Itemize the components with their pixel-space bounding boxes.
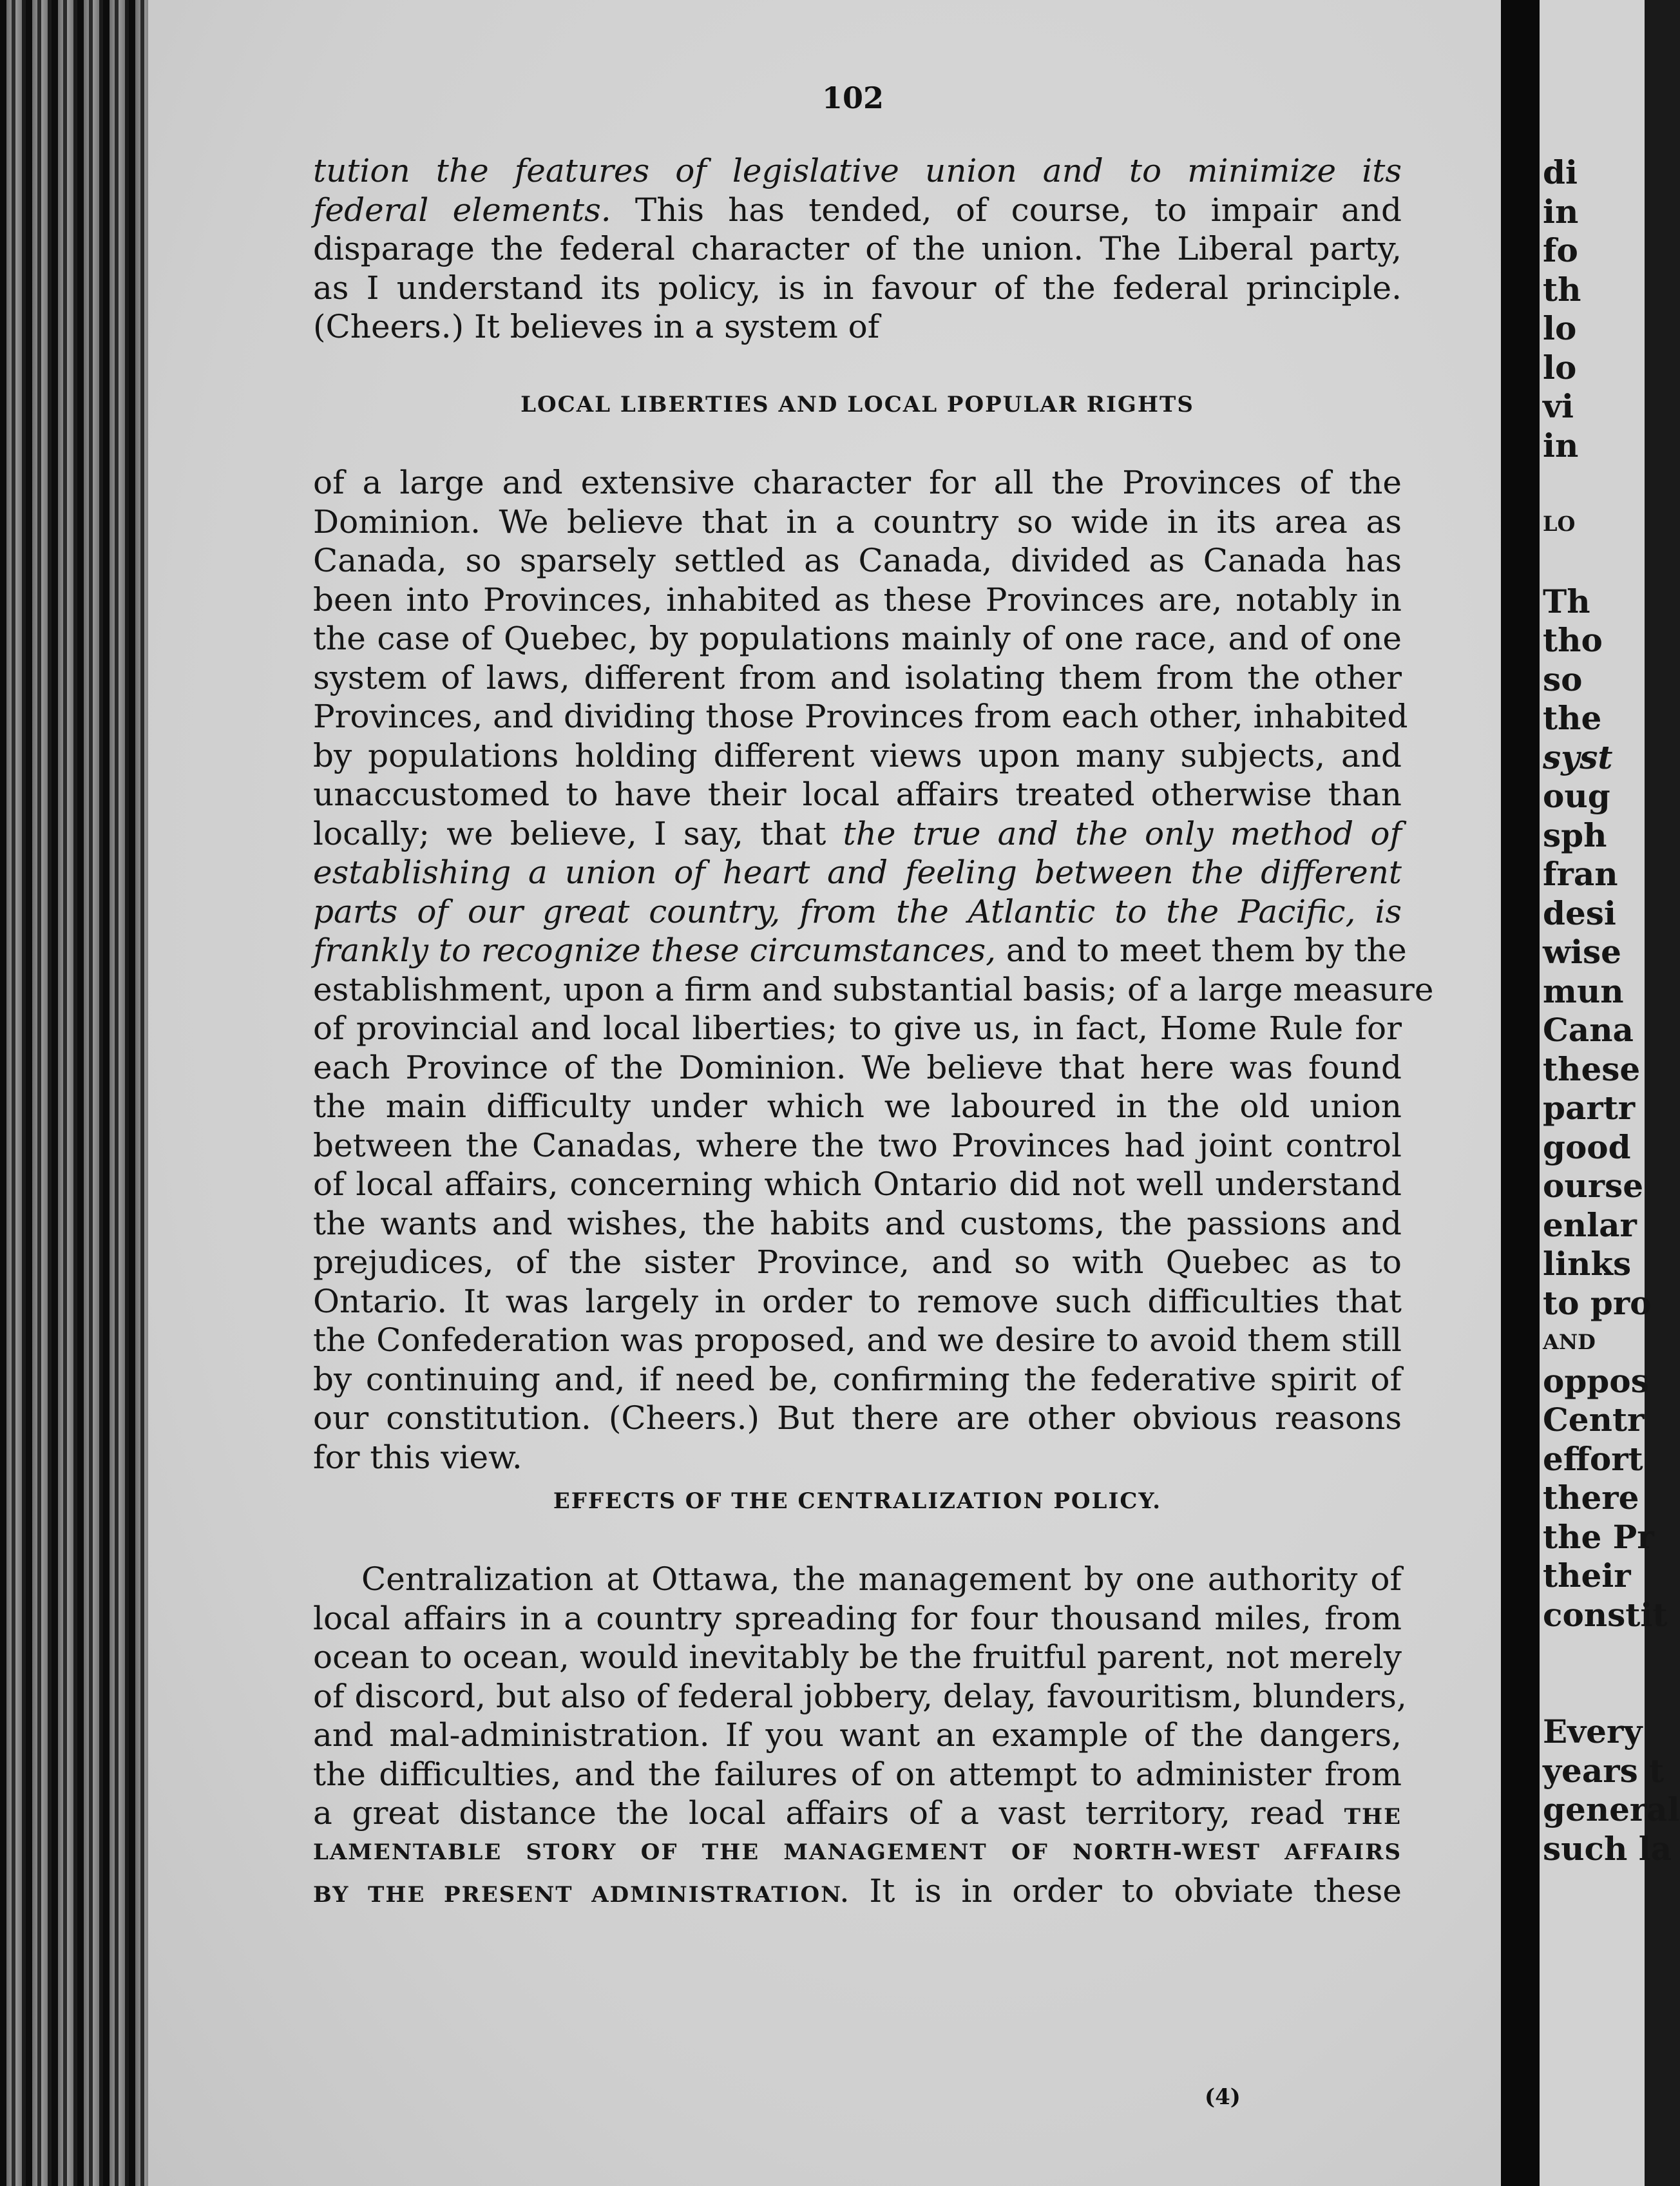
right-page-line: fran	[1543, 855, 1618, 893]
right-page-line: vi	[1543, 387, 1574, 425]
right-page-line: di	[1543, 153, 1578, 191]
text-line: the case of Quebec, by populations mainly of one race, and of one	[313, 620, 1402, 657]
right-page-line: Th	[1543, 582, 1590, 620]
right-page-line: enlar	[1543, 1205, 1637, 1244]
text-line: been into Provinces, inhabited as these Provinces are, notably in	[313, 580, 1402, 618]
text-line: the Confederation was proposed, and we desire to avoid them still	[313, 1321, 1402, 1359]
main-text-column	[313, 151, 1434, 1911]
inline-caps: THE	[1344, 1804, 1402, 1830]
right-page-line: Centr	[1543, 1401, 1645, 1439]
right-page-line: LO	[1543, 511, 1576, 536]
text-line: Dominion. We believe that in a country so wide in its area as	[313, 503, 1402, 541]
text-line: as I understand its policy, is in favour of the federal principle.	[313, 269, 1402, 307]
right-page-line: oug	[1543, 777, 1610, 815]
text-line-content: It is in order to obviate these	[869, 1872, 1402, 1910]
right-page-line: effort	[1543, 1439, 1643, 1478]
right-page-line: Every	[1543, 1712, 1643, 1750]
right-page-line: tho	[1543, 621, 1603, 659]
text-line: Canada, so sparsely settled as Canada, divided as Canada has	[313, 542, 1402, 579]
text-line: the wants and wishes, the habits and customs, the passions and	[313, 1204, 1402, 1242]
section-heading: EFFECTS OF THE CENTRALIZATION POLICY.	[553, 1488, 1162, 1514]
right-page-line: to pro	[1543, 1283, 1652, 1322]
text-line: by populations holding different views upon many subjects, and	[313, 736, 1402, 774]
book-page-edges	[0, 0, 148, 2186]
text-line: (Cheers.) It believes in a system of	[313, 308, 880, 345]
right-page-line: wise	[1543, 933, 1621, 971]
right-page-line: desi	[1543, 894, 1616, 932]
right-page-line: fo	[1543, 231, 1578, 269]
text-line: each Province of the Dominion. We believe that here was found	[313, 1048, 1402, 1086]
page-number: 102	[821, 81, 884, 115]
text-line-content: a great distance the local affairs of a vast territory, read	[313, 1794, 1324, 1832]
right-page-line: partr	[1543, 1089, 1636, 1127]
text-line: our constitution. (Cheers.) But there are other obvious reasons	[313, 1399, 1402, 1437]
inline-caps: BY THE PRESENT ADMINISTRATION.	[313, 1882, 850, 1908]
right-page-line: there	[1543, 1479, 1639, 1517]
text-line: by continuing and, if need be, confirming the federative spirit of	[313, 1360, 1402, 1398]
text-line-content: federal elements. This has tended, of course, to impair and	[313, 191, 1402, 229]
right-page-line	[1543, 1674, 1652, 1713]
text-line: establishment, upon a firm and substantial basis; of a large measure	[313, 970, 1434, 1008]
text-line: establishing a union of heart and feeling between the different	[313, 854, 1402, 891]
right-page-line: lo	[1543, 348, 1577, 387]
right-page-line: oppos	[1543, 1361, 1649, 1400]
right-page-line: the Pr	[1543, 1517, 1654, 1556]
text-line: the difficulties, and the failures of on attempt to administer from	[313, 1755, 1402, 1793]
text-line: and mal-administration. If you want an example of the dangers,	[313, 1716, 1402, 1754]
text-line: system of laws, different from and isolating them from the other	[313, 658, 1402, 696]
right-page-line: the	[1543, 699, 1602, 737]
right-page-line	[1543, 543, 1652, 582]
right-page-line	[1543, 1635, 1652, 1674]
text-line: ocean to ocean, would inevitably be the fruitful parent, not merely	[313, 1638, 1402, 1676]
text-line: of discord, but also of federal jobbery, delay, favouritism, blunders,	[313, 1677, 1407, 1715]
right-page-line: such la	[1543, 1829, 1672, 1868]
right-page-line: AND	[1543, 1330, 1596, 1354]
text-line: prejudices, of the sister Province, and so with Quebec as to	[313, 1243, 1402, 1281]
text-line: unaccustomed to have their local affairs treated otherwise than	[313, 776, 1402, 813]
text-line: the main difficulty under which we laboured in the old union	[313, 1088, 1402, 1125]
right-page-line: links	[1543, 1245, 1632, 1283]
right-page-line: general	[1543, 1790, 1680, 1828]
right-page-line: syst	[1543, 738, 1613, 776]
text-line: of a large and extensive character for all the Provinces of the	[313, 464, 1402, 501]
text-line	[313, 1794, 1402, 1833]
text-line: Ontario. It was largely in order to remove such difficulties that	[313, 1282, 1402, 1320]
right-page-line: sph	[1543, 816, 1607, 854]
section-heading: LOCAL LIBERTIES AND LOCAL POPULAR RIGHTS	[520, 392, 1194, 417]
text-line: disparage the federal character of the union. The Liberal party,	[313, 230, 1402, 267]
text-line: local affairs in a country spreading for four thousand miles, from	[313, 1599, 1402, 1637]
right-page-line: these	[1543, 1050, 1641, 1088]
text-line: tution the features of legislative union and to minimize its	[313, 152, 1402, 189]
right-page-line: mun	[1543, 972, 1624, 1010]
text-line: LAMENTABLE STORY OF THE MANAGEMENT OF NORTH-WEST AFFAIRS	[313, 1839, 1402, 1865]
right-page-line: in	[1543, 192, 1579, 231]
text-line: for this view.	[313, 1438, 522, 1476]
text-line-content: frankly to recognize these circumstances, and to meet them by the	[313, 932, 1407, 969]
right-page-line: their	[1543, 1557, 1631, 1595]
spacer	[313, 425, 1402, 464]
right-page-line: lo	[1543, 309, 1577, 347]
right-page-text-fragment	[1543, 153, 1680, 1868]
text-line	[313, 814, 1402, 854]
right-page-line: so	[1543, 660, 1583, 698]
text-line	[313, 931, 1407, 970]
text-line: between the Canadas, where the two Provinces had joint control	[313, 1126, 1402, 1164]
spacer	[313, 1521, 1402, 1560]
text-line: parts of our great country, from the Atlantic to the Pacific, is	[313, 892, 1402, 930]
text-line: of local affairs, concerning which Ontario did not well understand	[313, 1165, 1402, 1203]
right-page-line	[1543, 465, 1652, 504]
right-page-line: Cana	[1543, 1011, 1634, 1049]
right-page-line: years t	[1543, 1751, 1665, 1790]
right-page-line: constit	[1543, 1595, 1668, 1634]
signature-mark: (4)	[1205, 2084, 1241, 2110]
text-line: Centralization at Ottawa, the management by one authority of	[361, 1560, 1402, 1598]
book-gutter	[1501, 0, 1540, 2186]
text-line: Provinces, and dividing those Provinces from each other, inhabited	[313, 698, 1408, 735]
text-line-content: locally; we believe, I say, that the true and the only method of	[313, 814, 1402, 852]
right-page-line: ourse	[1543, 1167, 1644, 1205]
right-page-line: good	[1543, 1127, 1631, 1166]
text-line: of provincial and local liberties; to give us, in fact, Home Rule for	[313, 1010, 1402, 1047]
right-page-line: in	[1543, 426, 1579, 465]
right-page-line: th	[1543, 270, 1581, 309]
text-line	[313, 1872, 1402, 1911]
text-line	[313, 191, 1402, 230]
spacer	[313, 347, 1402, 386]
